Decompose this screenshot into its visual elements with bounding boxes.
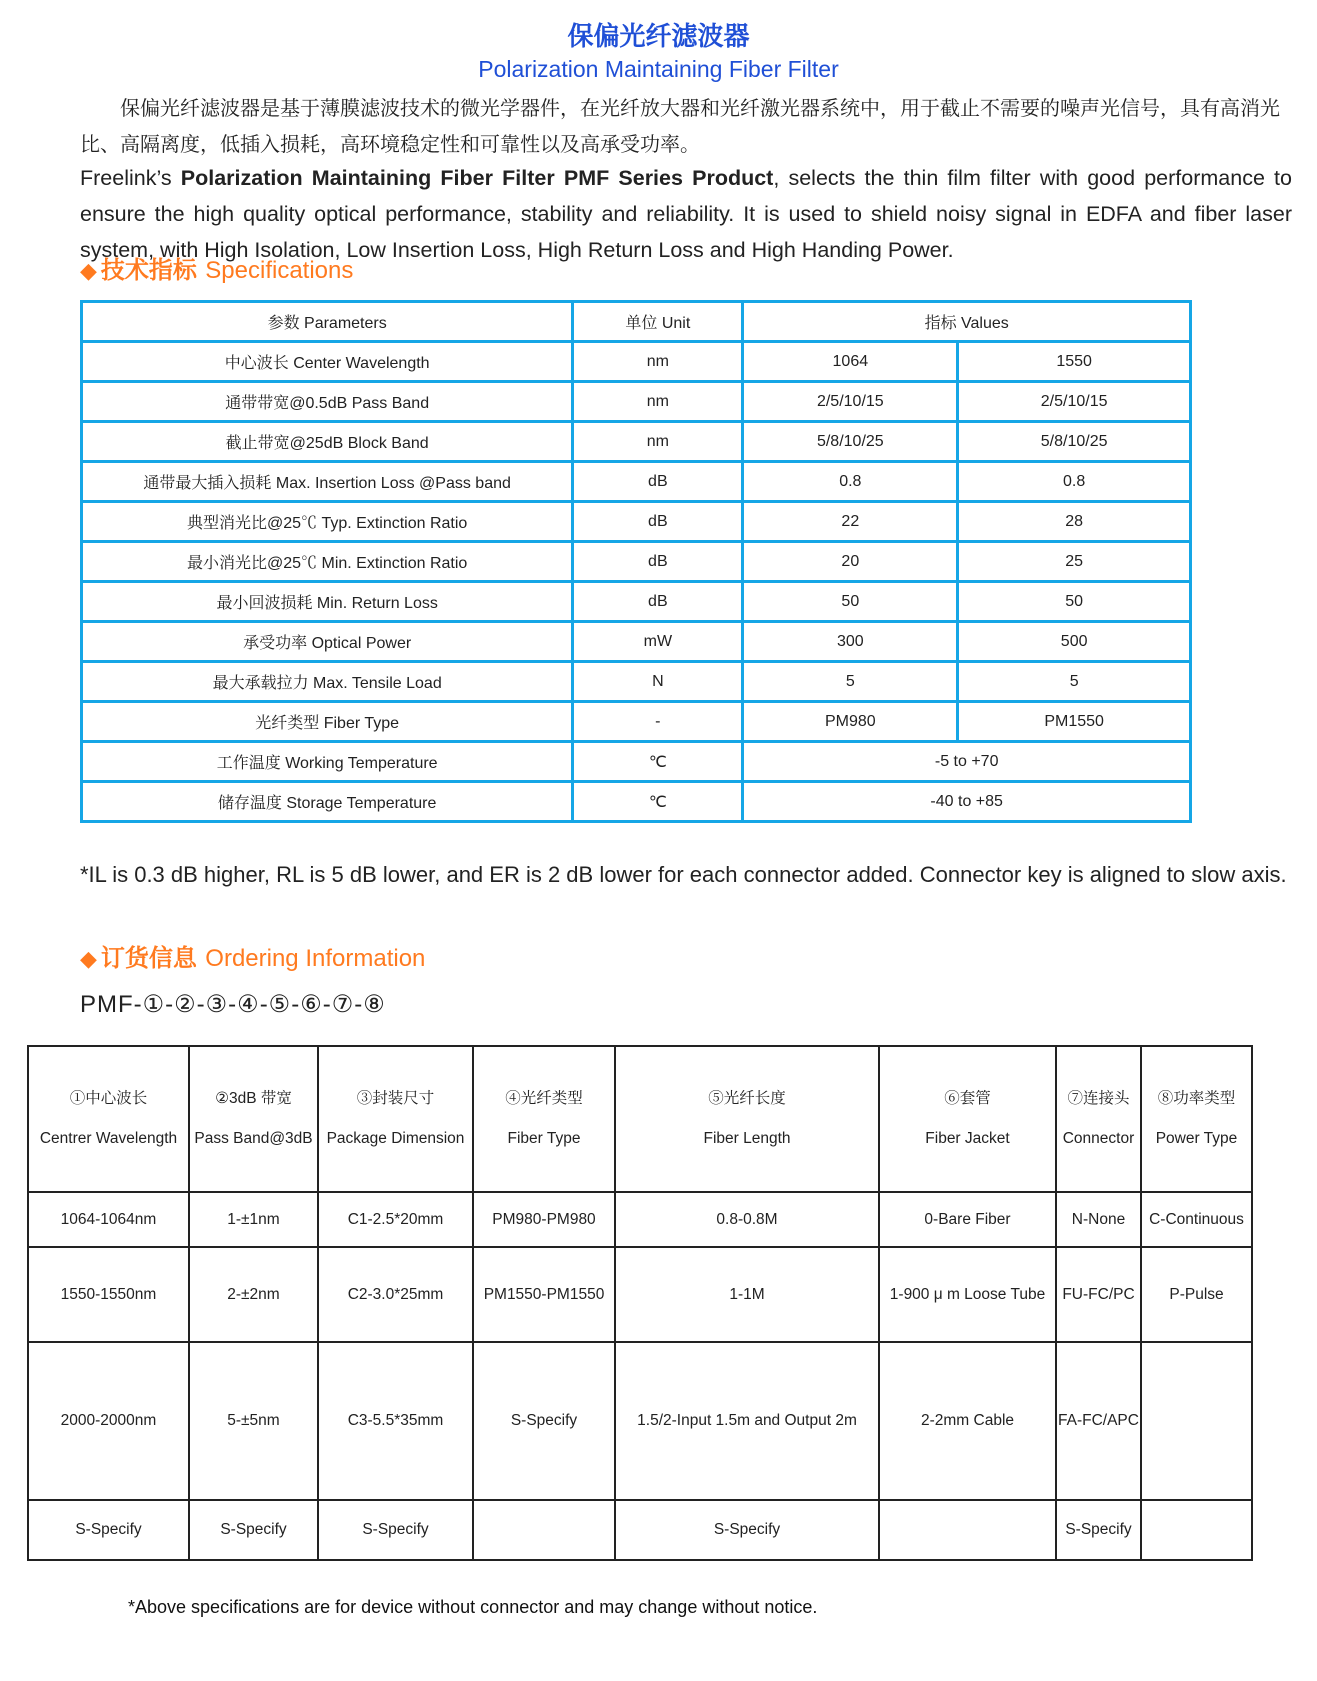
- spec-unit: N: [573, 662, 743, 702]
- intro-en-rest: , selects the thin film filter with good performance to ensure the high quality optical performance, stability and reliability. It is used to shield noisy signal in EDFA and fiber laser system, with High Isolation, Low Insertion Loss, High Return Loss and High Handing Power.: [80, 166, 1292, 262]
- ordering-col-header: [1056, 1046, 1141, 1192]
- ordering-cell: 1.5/2-Input 1.5m and Output 2m: [615, 1342, 879, 1500]
- specifications-table: [80, 300, 1192, 823]
- spec-value-1: 5: [743, 662, 958, 702]
- ordering-cell: 1-±1nm: [189, 1192, 318, 1247]
- spec-row: [82, 622, 1191, 662]
- spec-unit: dB: [573, 502, 743, 542]
- spec-row: [82, 742, 1191, 782]
- spec-unit: ℃: [573, 782, 743, 822]
- ordering-col-header: [615, 1046, 879, 1192]
- specifications-heading-cn: 技术指标: [100, 256, 197, 284]
- ordering-cell: S-Specify: [318, 1500, 473, 1560]
- ordering-col-cn: ⑦连接头: [1067, 1090, 1130, 1107]
- spec-value-merged: -5 to +70: [743, 742, 1191, 782]
- spec-value-2: 1550: [958, 342, 1191, 382]
- ordering-col-header: [1141, 1046, 1252, 1192]
- ordering-cell: FU-FC/PC: [1056, 1247, 1141, 1342]
- spec-value-1: 20: [743, 542, 958, 582]
- spec-header-row: [82, 302, 1191, 342]
- spec-param: 储存温度 Storage Temperature: [82, 782, 573, 822]
- spec-param: 中心波长 Center Wavelength: [82, 342, 573, 382]
- spec-param: 典型消光比@25℃ Typ. Extinction Ratio: [82, 502, 573, 542]
- ordering-col-header: [189, 1046, 318, 1192]
- spec-value-1: 0.8: [743, 462, 958, 502]
- spec-col-unit: 单位 Unit: [573, 302, 743, 342]
- ordering-col-cn: ⑤光纤长度: [708, 1090, 786, 1107]
- ordering-row: [28, 1247, 1252, 1342]
- specifications-heading: [80, 250, 353, 285]
- spec-unit: nm: [573, 422, 743, 462]
- spec-unit: dB: [573, 462, 743, 502]
- spec-param: 承受功率 Optical Power: [82, 622, 573, 662]
- ordering-cell: 1-900 μ m Loose Tube: [879, 1247, 1056, 1342]
- spec-value-merged: -40 to +85: [743, 782, 1191, 822]
- ordering-cell: C2-3.0*25mm: [318, 1247, 473, 1342]
- spec-param: 截止带宽@25dB Block Band: [82, 422, 573, 462]
- page-title-cn: 保偏光纤滤波器: [567, 22, 750, 52]
- spec-param: 最小消光比@25℃ Min. Extinction Ratio: [82, 542, 573, 582]
- ordering-cell: P-Pulse: [1141, 1247, 1252, 1342]
- ordering-cell: 5-±5nm: [189, 1342, 318, 1500]
- spec-value-2: 500: [958, 622, 1191, 662]
- spec-param: 光纤类型 Fiber Type: [82, 702, 573, 742]
- ordering-cell: 2-2mm Cable: [879, 1342, 1056, 1500]
- spec-row: [82, 382, 1191, 422]
- ordering-heading: [80, 938, 425, 973]
- ordering-cell: [879, 1500, 1056, 1560]
- spec-param: 通带最大插入损耗 Max. Insertion Loss @Pass band: [82, 462, 573, 502]
- ordering-cell: [1141, 1500, 1252, 1560]
- page-title-en: Polarization Maintaining Fiber Filter: [478, 56, 839, 82]
- intro-en-prefix: Freelink’s: [80, 166, 181, 190]
- spec-value-1: PM980: [743, 702, 958, 742]
- spec-value-2: 0.8: [958, 462, 1191, 502]
- ordering-col-cn: ③封装尺寸: [356, 1090, 435, 1107]
- ordering-col-cn: ⑥套管: [944, 1090, 991, 1107]
- ordering-cell: S-Specify: [473, 1342, 615, 1500]
- spec-unit: dB: [573, 582, 743, 622]
- ordering-row: [28, 1342, 1252, 1500]
- ordering-col-cn: ④光纤类型: [505, 1090, 583, 1107]
- ordering-cell: 1550-1550nm: [28, 1247, 189, 1342]
- spec-row: [82, 702, 1191, 742]
- spec-row: [82, 662, 1191, 702]
- ordering-heading-cn: 订货信息: [100, 944, 197, 972]
- spec-value-2: PM1550: [958, 702, 1191, 742]
- spec-unit: mW: [573, 622, 743, 662]
- ordering-col-en: Pass Band@3dB: [194, 1130, 313, 1147]
- spec-col-param: 参数 Parameters: [82, 302, 573, 342]
- spec-value-2: 28: [958, 502, 1191, 542]
- spec-value-1: 1064: [743, 342, 958, 382]
- ordering-header-row: [28, 1046, 1252, 1192]
- intro-en-product-name: Polarization Maintaining Fiber Filter PMF Series Product: [180, 166, 774, 190]
- ordering-col-en: Power Type: [1155, 1130, 1238, 1147]
- spec-param: 最小回波损耗 Min. Return Loss: [82, 582, 573, 622]
- ordering-col-header: [318, 1046, 473, 1192]
- spec-row: [82, 342, 1191, 382]
- ordering-cell: PM1550-PM1550: [473, 1247, 615, 1342]
- ordering-row: [28, 1192, 1252, 1247]
- spec-value-1: 5/8/10/25: [743, 422, 958, 462]
- spec-row: [82, 422, 1191, 462]
- ordering-col-cn: ⑧功率类型: [1157, 1090, 1236, 1107]
- ordering-cell: S-Specify: [615, 1500, 879, 1560]
- spec-value-1: 2/5/10/15: [743, 382, 958, 422]
- intro-paragraph-cn: 保偏光纤滤波器是基于薄膜滤波技术的微光学器件，在光纤放大器和光纤激光器系统中，用于截止不需要的噪声光信号，具有高消光比、高隔离度，低插入损耗，高环境稳定性和可靠性以及高承受功率。: [80, 96, 1280, 156]
- spec-param: 最大承载拉力 Max. Tensile Load: [82, 662, 573, 702]
- spec-unit: nm: [573, 342, 743, 382]
- ordering-col-en: Fiber Jacket: [925, 1130, 1010, 1147]
- ordering-cell: FA-FC/APC: [1056, 1342, 1141, 1500]
- ordering-cell: S-Specify: [28, 1500, 189, 1560]
- spec-value-2: 2/5/10/15: [958, 382, 1191, 422]
- ordering-col-en: Fiber Type: [507, 1130, 581, 1147]
- spec-value-2: 5: [958, 662, 1191, 702]
- spec-row: [82, 582, 1191, 622]
- ordering-cell: 2-±2nm: [189, 1247, 318, 1342]
- ordering-cell: 0.8-0.8M: [615, 1192, 879, 1247]
- spec-col-values: 指标 Values: [743, 302, 1191, 342]
- ordering-cell: 1-1M: [615, 1247, 879, 1342]
- ordering-col-en: Fiber Length: [703, 1130, 791, 1147]
- connector-note: *IL is 0.3 dB higher, RL is 5 dB lower, and ER is 2 dB lower for each connector added. Connector key is aligned to slow axis.: [80, 862, 1287, 887]
- spec-value-1: 22: [743, 502, 958, 542]
- ordering-cell: 2000-2000nm: [28, 1342, 189, 1500]
- part-number-format: PMF-①-②-③-④-⑤-⑥-⑦-⑧: [80, 991, 386, 1018]
- spec-row: [82, 502, 1191, 542]
- diamond-bullet-icon: ◆: [80, 259, 97, 284]
- ordering-cell: [1141, 1342, 1252, 1500]
- spec-value-1: 50: [743, 582, 958, 622]
- ordering-col-header: [473, 1046, 615, 1192]
- ordering-col-header: [879, 1046, 1056, 1192]
- ordering-heading-en: Ordering Information: [205, 945, 426, 972]
- ordering-col-en: Connector: [1062, 1130, 1135, 1147]
- spec-value-2: 5/8/10/25: [958, 422, 1191, 462]
- ordering-col-header: [28, 1046, 189, 1192]
- spec-param: 通带带宽@0.5dB Pass Band: [82, 382, 573, 422]
- ordering-cell: C1-2.5*20mm: [318, 1192, 473, 1247]
- spec-row: [82, 782, 1191, 822]
- ordering-cell: 1064-1064nm: [28, 1192, 189, 1247]
- ordering-cell: 0-Bare Fiber: [879, 1192, 1056, 1247]
- specifications-heading-en: Specifications: [205, 257, 354, 284]
- ordering-col-cn: ②3dB 带宽: [215, 1090, 292, 1107]
- spec-row: [82, 542, 1191, 582]
- spec-unit: dB: [573, 542, 743, 582]
- ordering-col-en: Package Dimension: [326, 1130, 465, 1147]
- ordering-cell: N-None: [1056, 1192, 1141, 1247]
- spec-value-2: 25: [958, 542, 1191, 582]
- ordering-cell: PM980-PM980: [473, 1192, 615, 1247]
- spec-unit: nm: [573, 382, 743, 422]
- ordering-cell: C3-5.5*35mm: [318, 1342, 473, 1500]
- diamond-bullet-icon: ◆: [80, 947, 97, 972]
- footnote: *Above specifications are for device without connector and may change without notice.: [128, 1597, 818, 1617]
- ordering-col-cn: ①中心波长: [69, 1090, 148, 1107]
- ordering-row: [28, 1500, 1252, 1560]
- spec-row: [82, 462, 1191, 502]
- spec-unit: ℃: [573, 742, 743, 782]
- spec-value-1: 300: [743, 622, 958, 662]
- ordering-cell: S-Specify: [189, 1500, 318, 1560]
- ordering-table: [27, 1045, 1253, 1561]
- spec-value-2: 50: [958, 582, 1191, 622]
- spec-unit: -: [573, 702, 743, 742]
- ordering-cell: C-Continuous: [1141, 1192, 1252, 1247]
- spec-param: 工作温度 Working Temperature: [82, 742, 573, 782]
- ordering-cell: [473, 1500, 615, 1560]
- ordering-cell: S-Specify: [1056, 1500, 1141, 1560]
- ordering-col-en: Centrer Wavelength: [39, 1130, 178, 1147]
